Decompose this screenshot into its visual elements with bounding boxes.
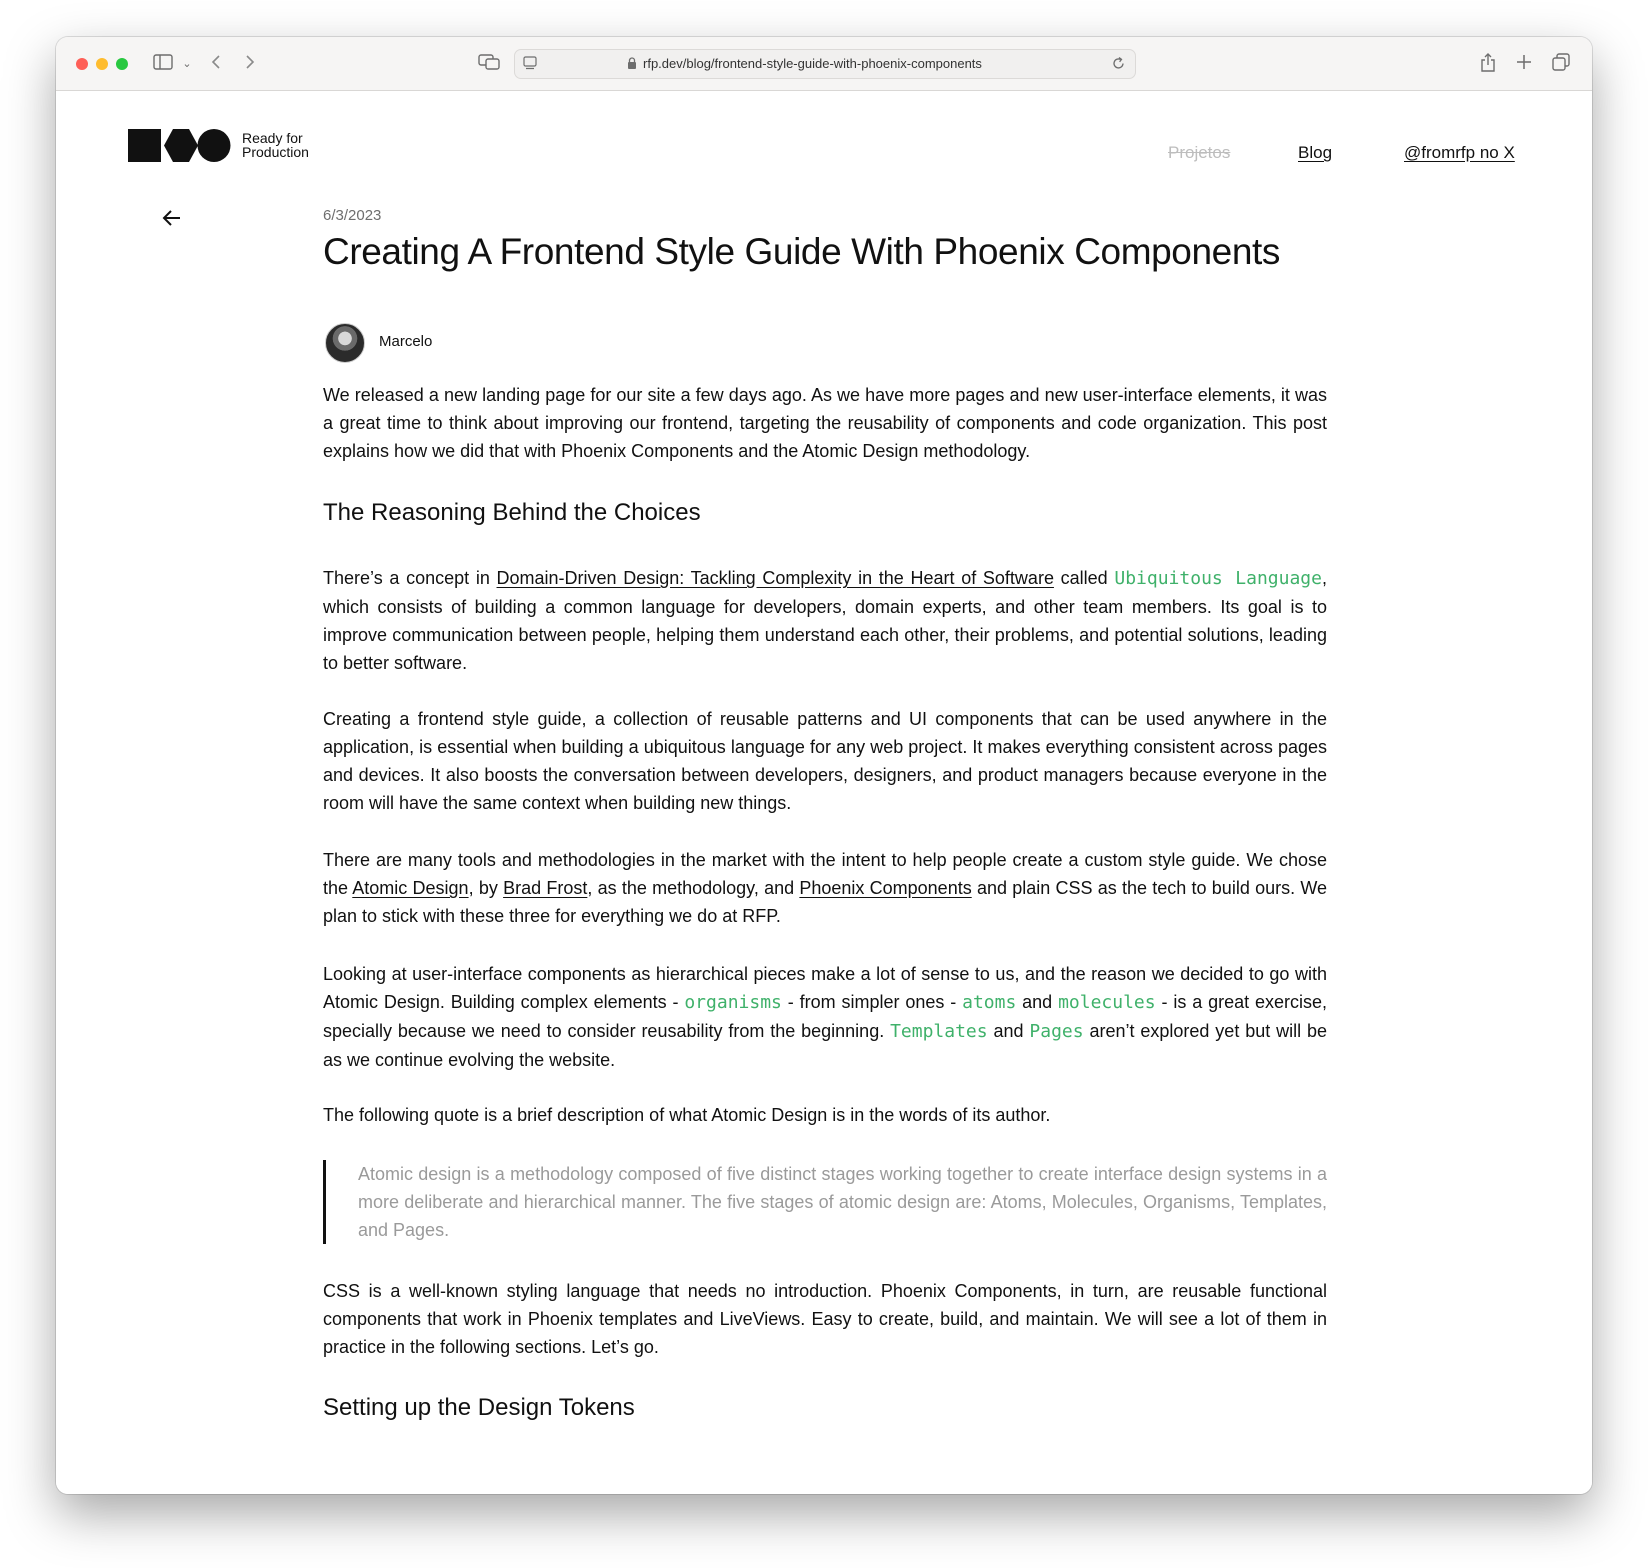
close-window-button[interactable] (76, 58, 88, 70)
new-tab-icon[interactable] (1514, 53, 1534, 75)
link-brad-frost[interactable]: Brad Frost (503, 878, 588, 898)
code-templates: Templates (890, 1021, 988, 1042)
address-bar[interactable] (514, 49, 1136, 79)
code-pages: Pages (1029, 1021, 1084, 1042)
link-phoenix-components[interactable]: Phoenix Components (799, 878, 972, 898)
browser-toolbar (56, 37, 1592, 91)
author-name: Marcelo (379, 333, 433, 350)
post-date: 6/3/2023 (323, 207, 382, 224)
code-molecules: molecules (1058, 992, 1156, 1013)
chevron-down-icon[interactable]: ⌄ (182, 58, 192, 70)
quote-text: Atomic design is a methodology composed of five distinct stages working together to create interface design systems in a more deliberate and hierarchical manner. The five stages of atomic design are: Atoms, Molecules, Organisms, Templates, and Pages. (358, 1164, 1327, 1240)
code-ubiquitous-language: Ubiquitous Language (1114, 568, 1322, 589)
paragraph-atomic (323, 960, 1327, 1074)
page-menu-icon[interactable] (523, 56, 537, 75)
url-text: rfp.dev/blog/frontend-style-guide-with-phoenix-components (643, 56, 982, 71)
text: There’s a concept in (323, 568, 497, 588)
nav-projetos: Projetos (1168, 143, 1231, 162)
text: and plain CSS as the tech to build ours. We plan to stick with these three for everything we do at RFP. (323, 878, 1328, 926)
back-nav-icon[interactable] (206, 53, 226, 75)
text: , as the methodology, and (587, 878, 800, 898)
link-ddd-book[interactable]: Domain-Driven Design: Tackling Complexity in the Heart of Software (496, 568, 1054, 588)
text: and (1016, 992, 1059, 1012)
text: aren’t explored yet but will be as we continue evolving the website. (323, 1021, 1327, 1070)
text: , which consists of building a common language for developers, domain experts, and other team members. Its goal is to improve communication between people, helping them understand each other, their problems, and potential solutions, leading to better software. (323, 568, 1327, 673)
text: - is a great exercise, specially because we need to consider reusability from the beginning. (323, 992, 1327, 1041)
translate-icon[interactable] (478, 53, 500, 75)
heading-reasoning: The Reasoning Behind the Choices (323, 499, 701, 526)
logo-text-line2: Production (242, 144, 309, 160)
text: Looking at user-interface components as hierarchical pieces make a lot of sense to us, and the reason we decided to go with Atomic Design. Building complex elements - (323, 964, 1327, 1012)
text: and (987, 1021, 1030, 1041)
text: There are many tools and methodologies in the market with the intent to help people create a custom style guide. We chose the (323, 850, 1327, 898)
post-title: Creating A Frontend Style Guide With Phoenix Components (323, 231, 1280, 272)
code-atoms: atoms (962, 992, 1017, 1013)
logo-text-line1: Ready for (242, 130, 303, 146)
paragraph-css: CSS is a well-known styling language that needs no introduction. Phoenix Components, in turn, are reusable functional components that work in Phoenix templates and LiveViews. Easy to create, build, and maintain. We will see a lot of them in practice in the following sections. Let’s go. (323, 1281, 1327, 1357)
code-organisms: organisms (684, 992, 782, 1013)
zoom-window-button[interactable] (116, 58, 128, 70)
paragraph-style-guide: Creating a frontend style guide, a collection of reusable patterns and UI components that can be used anywhere in the application, is essential when building a ubiquitous language for any web project. It makes everything consistent across pages and devices. It also boosts the conversation between developers, designers, and product managers because everyone in the room will have the same context when building new things. (323, 709, 1327, 813)
paragraph-ddd (323, 564, 1327, 677)
blockquote (323, 1160, 1327, 1244)
logo-text (242, 131, 309, 159)
text: , by (468, 878, 504, 898)
intro-paragraph: We released a new landing page for our site a few days ago. As we have more pages and new user-interface elements, it was a great time to think about improving our frontend, targeting the reusability of components and code organization. This post explains how we did that with Phoenix Components and the Atomic Design methodology. (323, 385, 1327, 461)
browser-window (56, 37, 1592, 1494)
minimize-window-button[interactable] (96, 58, 108, 70)
text: called (1053, 568, 1115, 588)
avatar (325, 323, 365, 363)
forward-nav-icon[interactable] (240, 53, 260, 75)
paragraph-quote-intro: The following quote is a brief description of what Atomic Design is in the words of its author. (323, 1105, 1051, 1125)
sidebar-toggle-icon[interactable] (152, 53, 174, 75)
heading-design-tokens: Setting up the Design Tokens (323, 1394, 635, 1421)
reload-icon[interactable] (1111, 56, 1126, 76)
tab-overview-icon[interactable] (1550, 53, 1572, 75)
link-atomic-design[interactable]: Atomic Design (352, 878, 469, 898)
share-icon[interactable] (1478, 53, 1498, 75)
text: - from simpler ones - (781, 992, 963, 1012)
nav-blog[interactable]: Blog (1298, 143, 1333, 162)
lock-icon (627, 57, 637, 75)
back-arrow-icon[interactable] (162, 203, 182, 234)
nav-twitter[interactable]: @fromrfp no X (1404, 143, 1515, 162)
page-content (56, 91, 1592, 1494)
paragraph-tools (323, 846, 1327, 930)
